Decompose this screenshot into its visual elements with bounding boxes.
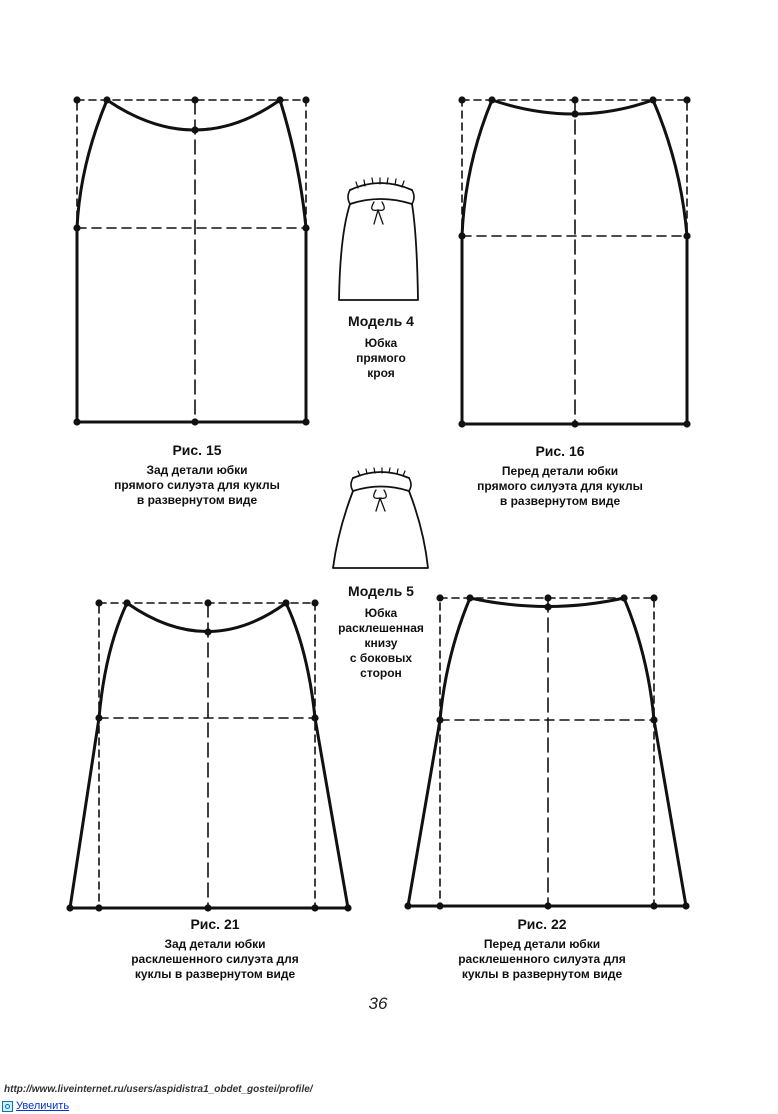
figure-title: Рис. 16 (535, 443, 585, 459)
caption-line: прямого силуэта для куклы (477, 479, 643, 493)
model-line: кроя (367, 366, 395, 380)
model-line: Юбка (364, 336, 398, 350)
model-line: сторон (360, 666, 402, 680)
model-line: книзу (364, 636, 398, 650)
caption-fig15 (92, 441, 302, 508)
pattern-fig16 (462, 100, 687, 424)
caption-line: расклешенного силуэта для (458, 952, 626, 966)
model-title: Модель 4 (348, 313, 414, 329)
page-number: 36 (368, 994, 388, 1013)
caption-fig21 (110, 915, 320, 982)
pattern-fig21 (70, 603, 348, 908)
caption-line: Зад детали юбки (146, 463, 248, 477)
caption-fig22 (437, 915, 647, 982)
source-url[interactable]: http://www.liveinternet.ru/users/aspidistra1_obdet_gostei/profile/ (4, 1084, 313, 1095)
model4-skirt-sketch (339, 178, 418, 300)
figure-title: Рис. 21 (190, 916, 240, 932)
figure-title: Рис. 22 (517, 916, 567, 932)
model5-skirt-sketch (333, 468, 428, 568)
model5-label (321, 582, 441, 681)
caption-line: Перед детали юбки (483, 937, 601, 951)
model-line: Юбка (364, 606, 398, 620)
figure-title: Рис. 15 (172, 442, 222, 458)
model-line: расклешенная (338, 621, 424, 635)
zoom-icon (2, 1101, 13, 1112)
pattern-fig22 (408, 598, 686, 906)
zoom-link-label[interactable]: Увеличить (16, 1100, 70, 1112)
zoom-link[interactable] (2, 1100, 69, 1112)
model-line: прямого (356, 351, 406, 365)
caption-line: Зад детали юбки (164, 937, 266, 951)
model4-label (326, 312, 436, 381)
caption-line: куклы в развернутом виде (461, 967, 623, 981)
caption-line: в развернутом виде (136, 493, 258, 507)
pattern-fig15 (77, 100, 306, 422)
model-line: с боковых (349, 651, 413, 665)
caption-line: Перед детали юбки (501, 464, 619, 478)
caption-fig16 (455, 442, 665, 509)
caption-line: расклешенного силуэта для (131, 952, 299, 966)
model-title: Модель 5 (348, 583, 414, 599)
caption-line: куклы в развернутом виде (134, 967, 296, 981)
caption-line: прямого силуэта для куклы (114, 478, 280, 492)
caption-line: в развернутом виде (499, 494, 621, 508)
